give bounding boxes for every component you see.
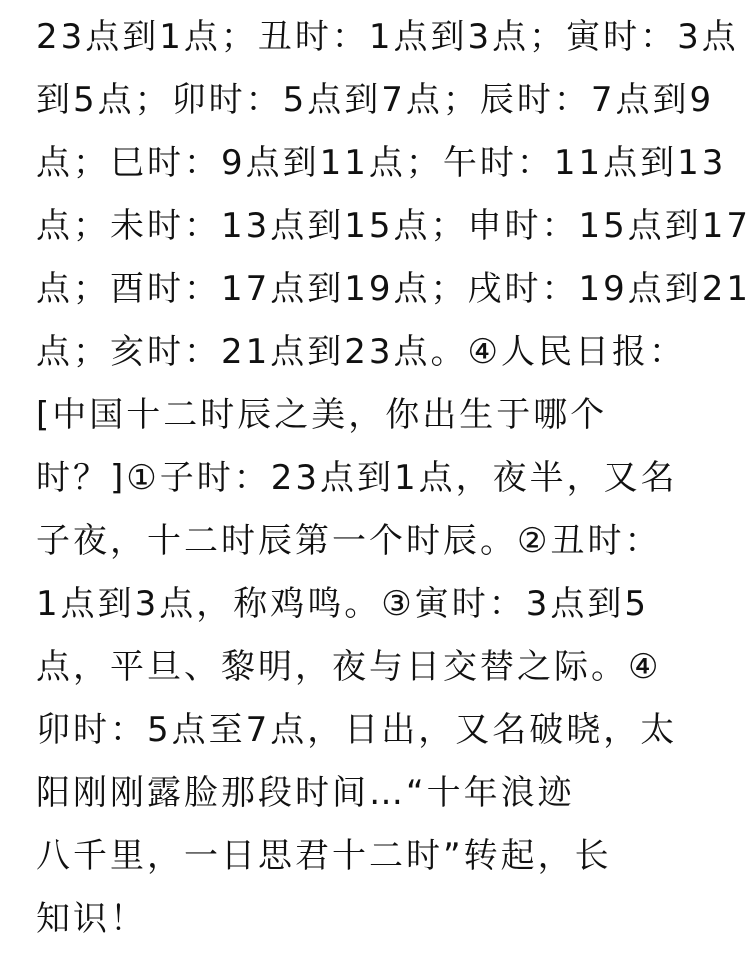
text-line-4: 点；未时：13点到15点；申时：15点到17: [36, 206, 751, 246]
text-line-14: 八千里，一日思君十二时”转起，长: [36, 836, 612, 876]
text-line-7: [中国十二时辰之美，你出生于哪个: [36, 395, 608, 435]
text-line-13: 阳刚刚露脸那段时间…“十年浪迹: [36, 773, 575, 813]
text-line-8: 时？]①子时：23点到1点，夜半，又名: [36, 458, 678, 498]
text-line-2: 到5点；卯时：5点到7点；辰时：7点到9: [36, 80, 715, 120]
text-line-15: 知识！: [36, 899, 147, 939]
text-line-11: 点，平旦、黎明，夜与日交替之际。④: [36, 647, 662, 687]
text-line-10: 1点到3点，称鸡鸣。③寅时：3点到5: [36, 584, 650, 624]
text-line-12: 卯时：5点至7点，日出，又名破晓，太: [36, 710, 678, 750]
text-line-6: 点；亥时：21点到23点。④人民日报：: [36, 332, 687, 372]
text-line-5: 点；酉时：17点到19点；戌时：19点到21: [36, 269, 751, 309]
text-line-1: 23点到1点；丑时：1点到3点；寅时：3点: [36, 17, 739, 57]
text-line-3: 点；巳时：9点到11点；午时：11点到13: [36, 143, 727, 183]
text-line-9: 子夜，十二时辰第一个时辰。②丑时：: [36, 521, 662, 561]
